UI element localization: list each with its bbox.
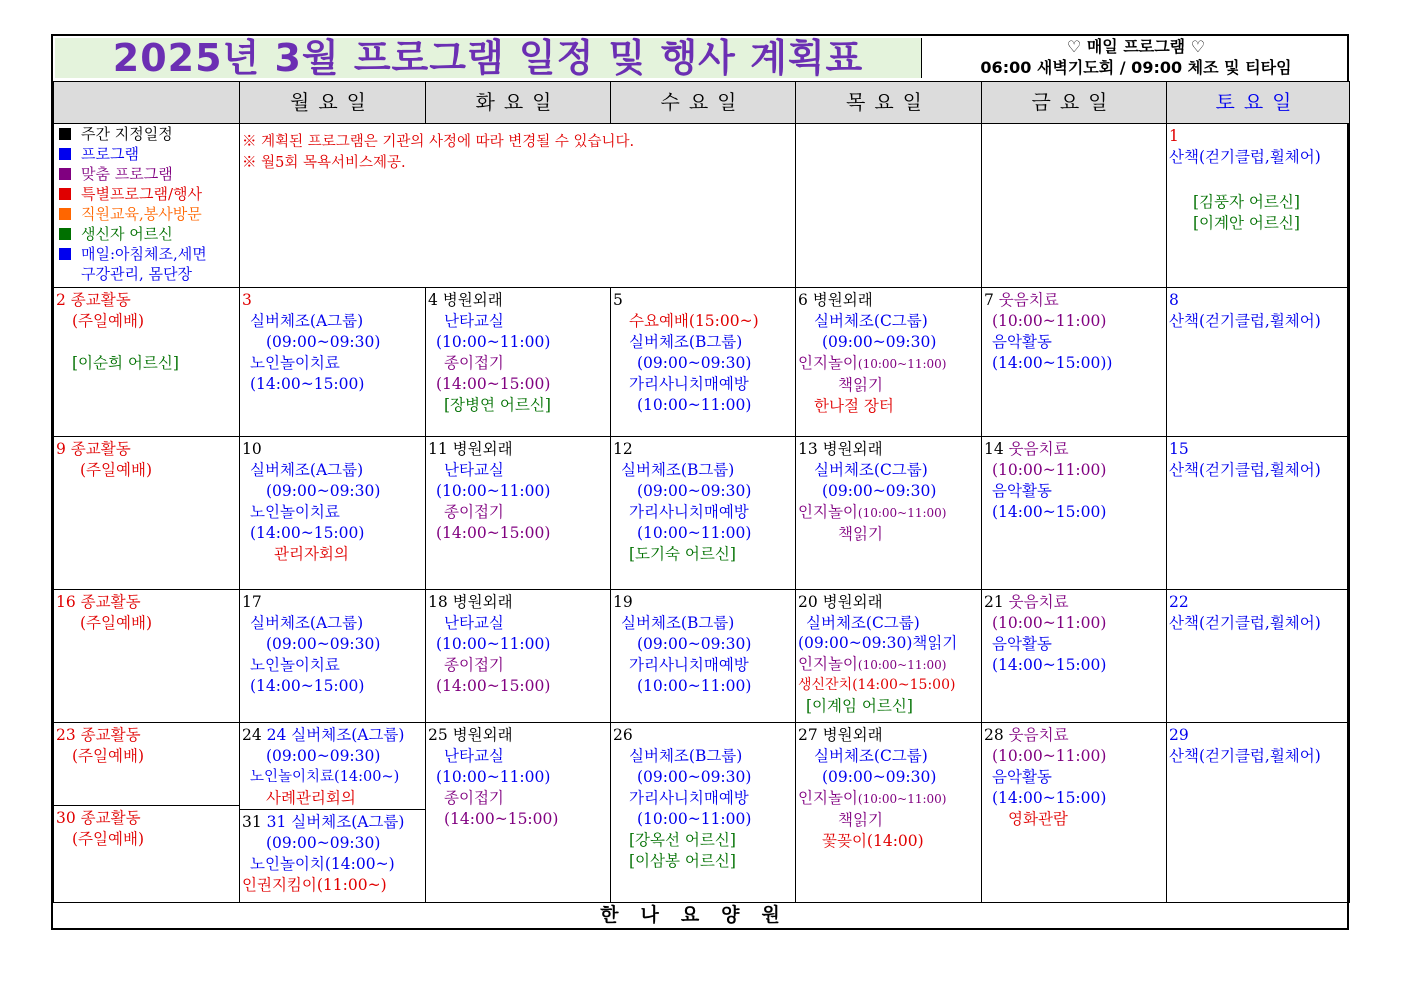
legend-square-icon bbox=[59, 208, 71, 220]
legend-item: 맞춤 프로그램 bbox=[56, 164, 237, 184]
day-number: 19 bbox=[613, 593, 633, 611]
day-number: 5 bbox=[613, 291, 623, 309]
day-header: 11 병원외래 bbox=[428, 440, 513, 458]
day-cell-2 bbox=[54, 288, 240, 437]
day-number: 1 bbox=[1169, 127, 1179, 145]
week-row bbox=[54, 124, 1350, 288]
legend-item: 매일:아침체조,세면 bbox=[56, 244, 237, 264]
day-cell-29 bbox=[1167, 723, 1350, 903]
day-cell-7 bbox=[982, 288, 1167, 437]
day-header: 4 병원외래 bbox=[428, 291, 503, 309]
event: (주일예배) bbox=[80, 461, 152, 479]
special-event: 꽃꽂이(14:00) bbox=[822, 832, 924, 850]
special-event: 영화관람 bbox=[1008, 810, 1068, 828]
weekday-header-sun bbox=[54, 82, 240, 124]
event: 노인놀이치료(14:00~) bbox=[250, 769, 400, 785]
day-number: 8 bbox=[1169, 291, 1179, 309]
special-event: 인권지킴이(11:00~) bbox=[242, 876, 387, 894]
day-header: 27 병원외래 bbox=[798, 726, 883, 744]
day-cell-10 bbox=[240, 437, 426, 590]
event: 난타교실 bbox=[444, 747, 504, 765]
day-cell-14 bbox=[982, 437, 1167, 590]
event-time: (14:00~15:00) bbox=[992, 656, 1107, 674]
event: 인지놀이(10:00~11:00) bbox=[798, 789, 947, 807]
event: (주일예배) bbox=[72, 747, 144, 765]
event-time: (09:00~09:30) bbox=[266, 747, 381, 765]
week-row bbox=[54, 288, 1350, 437]
header bbox=[53, 36, 1349, 82]
page-title: 2025년 3월 프로그램 일정 및 행사 계획표 bbox=[55, 38, 922, 78]
event-time: (10:00~11:00) bbox=[436, 768, 551, 786]
legend-item: 프로그램 bbox=[56, 144, 237, 164]
event-time: (09:00~09:30)책읽기 bbox=[798, 634, 958, 652]
weekday-header-thu: 목요일 bbox=[796, 82, 982, 124]
week-row bbox=[54, 723, 1350, 903]
event-time: (10:00~11:00) bbox=[436, 482, 551, 500]
event: 종이접기 bbox=[444, 789, 504, 807]
day-cell-4 bbox=[426, 288, 611, 437]
birthday-resident: [강옥선 어르신] bbox=[629, 831, 736, 849]
event: 실버체조(C그룹) bbox=[814, 747, 928, 765]
weekday-header-tue: 화요일 bbox=[426, 82, 611, 124]
event: 책읽기 bbox=[838, 525, 883, 543]
day-header: 24 24 실버체조(A그룹) bbox=[242, 726, 405, 744]
daily-program-heading: ♡ 매일 프로그램 ♡ bbox=[1066, 37, 1206, 56]
event: 가리사니치매예방 bbox=[629, 375, 749, 393]
event: 종이접기 bbox=[444, 503, 504, 521]
event-time: (09:00~09:30) bbox=[266, 635, 381, 653]
event: 실버체조(A그룹) bbox=[250, 614, 364, 632]
empty-day-cell bbox=[982, 124, 1167, 288]
day-header: 9 종교활동 bbox=[56, 440, 131, 458]
event: (주일예배) bbox=[72, 312, 144, 330]
weekday-header-fri: 금요일 bbox=[982, 82, 1167, 124]
event: 인지놀이(10:00~11:00) bbox=[798, 654, 947, 673]
day-number: 12 bbox=[613, 440, 633, 458]
day-cell-24-31 bbox=[240, 723, 426, 903]
birthday-resident: [이계임 어르신] bbox=[806, 696, 913, 715]
legend-cell bbox=[54, 124, 240, 288]
event-time: (10:00~11:00) bbox=[637, 524, 752, 542]
day-cell-31 bbox=[240, 809, 425, 896]
special-event: 사례관리회의 bbox=[266, 789, 356, 807]
weekday-header-wed: 수요일 bbox=[611, 82, 796, 124]
day-number: 17 bbox=[242, 593, 262, 611]
event: 인지놀이(10:00~11:00) bbox=[798, 354, 947, 372]
day-header: 14 웃음치료 bbox=[984, 440, 1069, 458]
day-cell-21 bbox=[982, 590, 1167, 723]
day-header: 30 종교활동 bbox=[56, 809, 141, 827]
birthday-resident: [김풍자 어르신] bbox=[1193, 193, 1300, 211]
event: 인지놀이(10:00~11:00) bbox=[798, 503, 947, 521]
schedule-sheet bbox=[51, 34, 1349, 930]
day-header: 21 웃음치료 bbox=[984, 593, 1069, 611]
event-time: (14:00~15:00) bbox=[250, 524, 365, 542]
day-cell-17 bbox=[240, 590, 426, 723]
day-cell-22 bbox=[1167, 590, 1350, 723]
day-cell-3 bbox=[240, 288, 426, 437]
event: 산책(걷기클럽,휠체어) bbox=[1169, 461, 1321, 479]
event: 난타교실 bbox=[444, 614, 504, 632]
event: 실버체조(B그룹) bbox=[629, 747, 743, 765]
birthday-resident: [이삼봉 어르신] bbox=[629, 852, 736, 870]
event-time: (09:00~09:30) bbox=[822, 482, 937, 500]
day-cell-1 bbox=[1167, 124, 1350, 288]
event-time: (09:00~09:30) bbox=[266, 834, 381, 852]
event: 실버체조(B그룹) bbox=[621, 461, 735, 479]
day-cell-25 bbox=[426, 723, 611, 903]
birthday-resident: [장병연 어르신] bbox=[444, 396, 551, 414]
day-header: 18 병원외래 bbox=[428, 593, 513, 611]
event-time: (14:00~15:00) bbox=[444, 810, 559, 828]
event: 실버체조(C그룹) bbox=[814, 461, 928, 479]
legend-square-icon bbox=[59, 188, 71, 200]
event: 실버체조(B그룹) bbox=[629, 333, 743, 351]
event: 산책(걷기클럽,휠체어) bbox=[1169, 148, 1321, 166]
legend-square-icon bbox=[59, 248, 71, 260]
legend-item: 주간 지정일정 bbox=[56, 124, 237, 144]
event-time: (14:00~15:00) bbox=[250, 375, 365, 393]
calendar-table bbox=[53, 81, 1350, 903]
note-line: ※ 월5회 목욕서비스제공. bbox=[242, 155, 406, 171]
day-cell-30 bbox=[54, 805, 239, 850]
day-header: 6 병원외래 bbox=[798, 291, 873, 309]
day-cell-16 bbox=[54, 590, 240, 723]
event: 음악활동 bbox=[992, 482, 1052, 500]
day-cell-20 bbox=[796, 590, 982, 723]
birthday-resident: [도기숙 어르신] bbox=[629, 545, 736, 563]
day-cell-27 bbox=[796, 723, 982, 903]
legend-item: 특별프로그램/행사 bbox=[56, 184, 237, 204]
legend-square-icon bbox=[59, 168, 71, 180]
event-time: (09:00~09:30) bbox=[637, 354, 752, 372]
day-number: 3 bbox=[242, 291, 252, 309]
event-time: (09:00~09:30) bbox=[637, 635, 752, 653]
event: 산책(걷기클럽,휠체어) bbox=[1169, 312, 1321, 330]
weekday-header-sat: 토요일 bbox=[1167, 82, 1350, 124]
day-number: 29 bbox=[1169, 726, 1189, 744]
day-cell-9 bbox=[54, 437, 240, 590]
note-line: ※ 계획된 프로그램은 기관의 사정에 따라 변경될 수 있습니다. bbox=[242, 134, 635, 150]
day-cell-19 bbox=[611, 590, 796, 723]
day-cell-11 bbox=[426, 437, 611, 590]
week-row bbox=[54, 590, 1350, 723]
event-time: (14:00~15:00) bbox=[436, 375, 551, 393]
day-number: 10 bbox=[242, 440, 262, 458]
day-cell-12 bbox=[611, 437, 796, 590]
event: 난타교실 bbox=[444, 312, 504, 330]
day-header: 31 31 실버체조(A그룹) bbox=[242, 813, 405, 831]
special-event: 생신잔치(14:00~15:00) bbox=[798, 677, 956, 693]
day-cell-8 bbox=[1167, 288, 1350, 437]
day-cell-15 bbox=[1167, 437, 1350, 590]
day-cell-5 bbox=[611, 288, 796, 437]
notes-cell bbox=[240, 124, 796, 288]
event-time: (10:00~11:00) bbox=[436, 333, 551, 351]
event-time: (09:00~09:30) bbox=[637, 482, 752, 500]
event: 실버체조(C그룹) bbox=[806, 613, 920, 632]
empty-day-cell bbox=[796, 124, 982, 288]
day-cell-6 bbox=[796, 288, 982, 437]
event-time: (10:00~11:00) bbox=[637, 677, 752, 695]
legend-square-icon bbox=[59, 148, 71, 160]
birthday-resident: [이계안 어르신] bbox=[1193, 214, 1300, 232]
event: 가리사니치매예방 bbox=[629, 503, 749, 521]
day-cell-23-30 bbox=[54, 723, 240, 903]
day-header: 28 웃음치료 bbox=[984, 726, 1069, 744]
event-time: (10:00~11:00) bbox=[992, 312, 1107, 330]
event: 노인놀이치료 bbox=[250, 503, 340, 521]
event-time: (14:00~15:00) bbox=[992, 503, 1107, 521]
event-time: (09:00~09:30) bbox=[637, 768, 752, 786]
event: (주일예배) bbox=[72, 830, 144, 848]
event-time: (14:00~15:00)) bbox=[992, 354, 1113, 372]
event: 음악활동 bbox=[992, 635, 1052, 653]
weekday-header-row bbox=[54, 82, 1350, 124]
event-time: (10:00~11:00) bbox=[637, 810, 752, 828]
day-header: 23 종교활동 bbox=[56, 726, 141, 744]
day-header: 25 병원외래 bbox=[428, 726, 513, 744]
event: 산책(걷기클럽,휠체어) bbox=[1169, 614, 1321, 632]
event: 가리사니치매예방 bbox=[629, 656, 749, 674]
day-header: 16 종교활동 bbox=[56, 593, 141, 611]
event: 종이접기 bbox=[444, 354, 504, 372]
legend-square-icon bbox=[59, 128, 71, 140]
day-number: 15 bbox=[1169, 440, 1189, 458]
legend-item: 구강관리, 몸단장 bbox=[81, 265, 192, 283]
event-time: (14:00~15:00) bbox=[250, 677, 365, 695]
day-header: 7 웃음치료 bbox=[984, 291, 1059, 309]
daily-program-times: 06:00 새벽기도회 / 09:00 체조 및 티타임 bbox=[980, 58, 1292, 77]
event: 책읽기 bbox=[838, 811, 883, 829]
event: 책읽기 bbox=[838, 376, 883, 394]
week-row bbox=[54, 437, 1350, 590]
event-time: (14:00~15:00) bbox=[436, 677, 551, 695]
legend-item: 생신자 어르신 bbox=[56, 224, 237, 244]
day-cell-26 bbox=[611, 723, 796, 903]
birthday-resident: [이순희 어르신] bbox=[72, 354, 179, 372]
event-time: (09:00~09:30) bbox=[266, 333, 381, 351]
day-header: 13 병원외래 bbox=[798, 440, 883, 458]
event-time: (14:00~15:00) bbox=[992, 789, 1107, 807]
day-number: 26 bbox=[613, 726, 633, 744]
event: 수요예배(15:00~) bbox=[629, 312, 759, 330]
day-header: 20 병원외래 bbox=[798, 593, 883, 611]
event: 노인놀이치료 bbox=[250, 354, 340, 372]
event-time: (09:00~09:30) bbox=[822, 333, 937, 351]
event: 노인놀이치(14:00~) bbox=[250, 855, 395, 873]
event: 음악활동 bbox=[992, 768, 1052, 786]
day-cell-13 bbox=[796, 437, 982, 590]
day-header: 2 종교활동 bbox=[56, 291, 131, 309]
event: 실버체조(C그룹) bbox=[814, 312, 928, 330]
event-time: (10:00~11:00) bbox=[992, 461, 1107, 479]
day-cell-28 bbox=[982, 723, 1167, 903]
event: 가리사니치매예방 bbox=[629, 789, 749, 807]
event: 노인놀이치료 bbox=[250, 656, 340, 674]
event: 실버체조(A그룹) bbox=[250, 312, 364, 330]
event: 종이접기 bbox=[444, 656, 504, 674]
day-number: 22 bbox=[1169, 593, 1189, 611]
event: (주일예배) bbox=[80, 614, 152, 632]
event-time: (10:00~11:00) bbox=[992, 614, 1107, 632]
weekday-header-mon: 월요일 bbox=[240, 82, 426, 124]
event: 산책(걷기클럽,휠체어) bbox=[1169, 747, 1321, 765]
event-time: (10:00~11:00) bbox=[992, 747, 1107, 765]
event: 음악활동 bbox=[992, 333, 1052, 351]
special-event: 한나절 장터 bbox=[814, 397, 894, 415]
event-time: (10:00~11:00) bbox=[436, 635, 551, 653]
footer-facility-name: 한나요양원 bbox=[53, 902, 1349, 928]
event-time: (10:00~11:00) bbox=[637, 396, 752, 414]
event: 실버체조(A그룹) bbox=[250, 461, 364, 479]
special-event: 관리자회의 bbox=[274, 545, 349, 563]
day-cell-18 bbox=[426, 590, 611, 723]
legend-item: 직원교육,봉사방문 bbox=[56, 204, 237, 224]
event-time: (09:00~09:30) bbox=[822, 768, 937, 786]
event-time: (09:00~09:30) bbox=[266, 482, 381, 500]
event: 난타교실 bbox=[444, 461, 504, 479]
event: 실버체조(B그룹) bbox=[621, 614, 735, 632]
daily-program-box bbox=[923, 36, 1349, 81]
event-time: (14:00~15:00) bbox=[436, 524, 551, 542]
legend-square-icon bbox=[59, 228, 71, 240]
